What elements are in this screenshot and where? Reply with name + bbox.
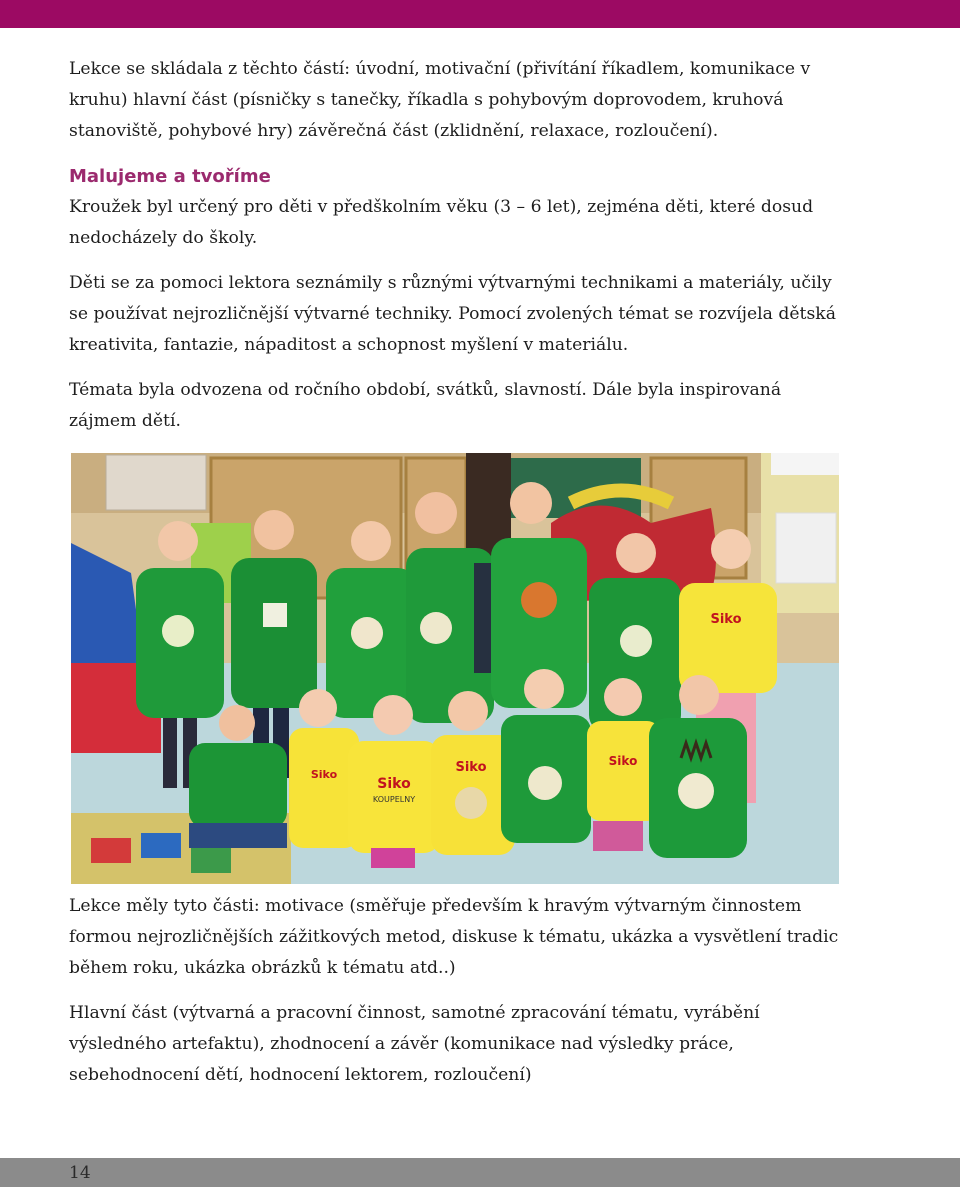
top-accent-bar bbox=[0, 0, 960, 28]
main-text-bottom bbox=[69, 891, 859, 1091]
main-text-top bbox=[69, 54, 849, 437]
footer-bar bbox=[0, 1158, 960, 1187]
shirt-logo-subtitle: KOUPELNY bbox=[372, 795, 416, 804]
svg-text:Siko: Siko bbox=[377, 776, 411, 792]
page-number: 14 bbox=[69, 1163, 91, 1183]
paragraph-course-target: Kroužek byl určený pro děti v předškolním věku (3 – 6 let), zejména děti, které dosud nedocházely do školy. bbox=[69, 197, 814, 248]
svg-text:Siko: Siko bbox=[310, 768, 338, 781]
children-group-photo bbox=[71, 453, 839, 884]
paragraph-techniques: Děti se za pomoci lektora seznámily s různými výtvarnými technikami a materiály, učily se používat nejrozličnější výtvarné techniky. Pomocí zvolených témat se rozvíjela dětská kreativita, fantazie, nápaditost a schopnost myšlení v materiálu. bbox=[69, 273, 836, 355]
svg-text:Siko: Siko bbox=[608, 754, 638, 768]
paragraph-lesson-structure: Lekce měly tyto části: motivace (směřuje především k hravým výtvarným činnostem formou nejrozličnějších zážitkových metod, diskuse k tématu, ukázka a vysvětlení tradic během roku, ukázka obrázků k tématu atd..) bbox=[69, 896, 839, 978]
paragraph-themes: Témata byla odvozena od ročního období, svátků, slavností. Dále byla inspirovaná zájmem dětí. bbox=[69, 380, 782, 431]
paragraph-main-part: Hlavní část (výtvarná a pracovní činnost, samotné zpracování tématu, vyrábění výsledného artefaktu), zhodnocení a závěr (komunikace nad výsledky práce, sebehodnocení dětí, hodnocení lektorem, rozloučení) bbox=[69, 1003, 760, 1085]
svg-text:Siko: Siko bbox=[455, 760, 487, 775]
shirt-logo: Siko bbox=[710, 612, 742, 627]
section-heading: Malujeme a tvoříme bbox=[69, 166, 271, 187]
paragraph-lesson-parts: Lekce se skládala z těchto částí: úvodní, motivační (přivítání říkadlem, komunikace v kruhu) hlavní část (písničky s tanečky, říkadla s pohybovým doprovodem, kruhová stanoviště, pohybové hry) závěrečná část (zklidnění, relaxace, rozloučení). bbox=[69, 59, 811, 141]
